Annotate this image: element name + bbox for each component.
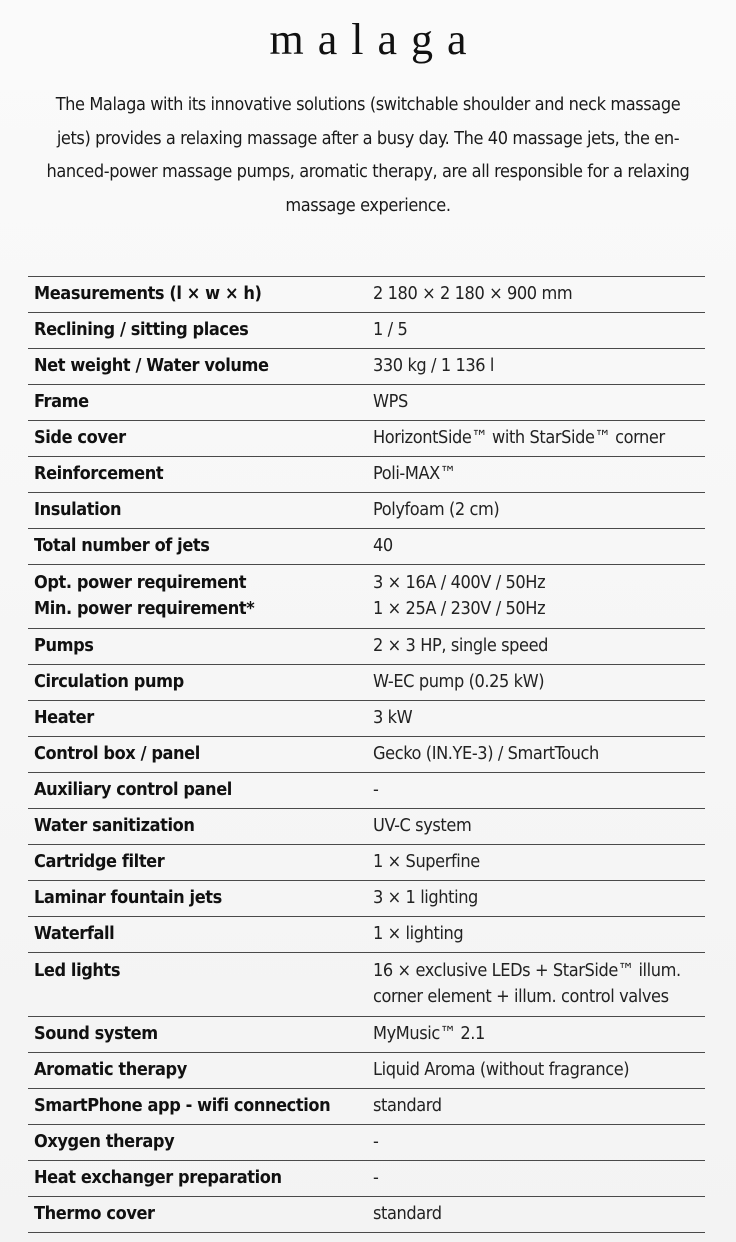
spec-label: Net weight / Water volume	[34, 355, 269, 376]
spec-label: Auxiliary control panel	[34, 779, 232, 800]
spec-label: Side cover	[34, 427, 126, 448]
spec-label: Waterfall	[34, 923, 115, 944]
spec-label: Pumps	[34, 635, 94, 656]
spec-row-reinforcement	[28, 457, 705, 493]
spec-label: Laminar fountain jets	[34, 887, 222, 908]
spec-row-pumps	[28, 629, 705, 665]
spec-value: MyMusic™ 2.1	[373, 1023, 485, 1044]
spec-row-measurements	[28, 277, 705, 313]
spec-value-line: 1 × 25A / 230V / 50Hz	[373, 598, 546, 619]
spec-row-side-cover	[28, 421, 705, 457]
spec-value: 1 × Superfine	[373, 851, 480, 872]
spec-row-jets	[28, 529, 705, 565]
spec-row-places	[28, 313, 705, 349]
spec-row-aromatic-therapy	[28, 1053, 705, 1089]
spec-row-heater	[28, 701, 705, 737]
spec-label: Heat exchanger preparation	[34, 1167, 282, 1188]
spec-row-circulation-pump	[28, 665, 705, 701]
description-line: massage experience.	[285, 194, 451, 216]
spec-value	[373, 953, 705, 1017]
spec-value: Poli-MAX™	[373, 463, 456, 484]
spec-label: Sound system	[34, 1023, 158, 1044]
spec-label: Circulation pump	[34, 671, 184, 692]
spec-value: WPS	[373, 391, 408, 412]
spec-value: 1 × lighting	[373, 923, 464, 944]
spec-row-control-box	[28, 737, 705, 773]
spec-row-heat-exchanger	[28, 1161, 705, 1197]
spec-value-line: 3 × 16A / 400V / 50Hz	[373, 572, 546, 593]
product-title: malaga	[269, 15, 481, 64]
spec-value: 40	[373, 535, 393, 556]
description-line: hanced-power massage pumps, aromatic therapy, are all responsible for a relaxing	[46, 161, 690, 182]
spec-row-laminar-jets	[28, 881, 705, 917]
spec-label: Control box / panel	[34, 743, 200, 764]
spec-label: Aromatic therapy	[34, 1059, 187, 1080]
spec-label: Insulation	[34, 499, 122, 520]
spec-value: -	[373, 779, 379, 800]
spec-value	[373, 565, 705, 629]
spec-row-aux-panel	[28, 773, 705, 809]
spec-row-insulation	[28, 493, 705, 529]
spec-label: Reclining / sitting places	[34, 319, 249, 340]
spec-label: Oxygen therapy	[34, 1131, 175, 1152]
spec-label: Total number of jets	[34, 535, 210, 556]
spec-label: SmartPhone app - wifi connection	[34, 1095, 331, 1116]
description-line: The Malaga with its innovative solutions (switchable shoulder and neck massage	[55, 94, 681, 115]
spec-value-line: 16 × exclusive LEDs + StarSide™ illum.	[373, 960, 681, 981]
spec-label-line: Opt. power requirement	[34, 572, 247, 593]
spec-value: standard	[373, 1203, 442, 1224]
spec-row-smartphone-app	[28, 1089, 705, 1125]
spec-row-sound-system	[28, 1017, 705, 1053]
spec-row-led-lights	[28, 953, 705, 1017]
spec-label: Cartridge filter	[34, 851, 165, 872]
spec-value: Gecko (IN.YE-3) / SmartTouch	[373, 743, 599, 764]
spec-value: W-EC pump (0.25 kW)	[373, 671, 545, 692]
specification-table	[28, 276, 705, 1233]
spec-value: -	[373, 1131, 379, 1152]
spec-value: 3 kW	[373, 707, 413, 728]
spec-row-oxygen-therapy	[28, 1125, 705, 1161]
spec-row-power	[28, 565, 705, 629]
spec-value: Liquid Aroma (without fragrance)	[373, 1059, 630, 1080]
spec-label: Measurements (l × w × h)	[34, 283, 262, 304]
spec-row-weight	[28, 349, 705, 385]
spec-label: Thermo cover	[34, 1203, 155, 1224]
spec-label	[28, 565, 373, 629]
spec-value: 2 × 3 HP, single speed	[373, 635, 549, 656]
spec-value: 1 / 5	[373, 319, 408, 340]
spec-row-frame	[28, 385, 705, 421]
spec-row-waterfall	[28, 917, 705, 953]
spec-value: 330 kg / 1 136 l	[373, 355, 495, 376]
spec-row-sanitization	[28, 809, 705, 845]
spec-value: standard	[373, 1095, 442, 1116]
spec-label: Frame	[34, 391, 89, 412]
spec-value: Polyfoam (2 cm)	[373, 499, 500, 520]
spec-label-line: Min. power requirement*	[34, 598, 255, 619]
spec-value: 2 180 × 2 180 × 900 mm	[373, 283, 573, 304]
description-line: jets) provides a relaxing massage after a busy day. The 40 massage jets, the en-	[56, 127, 680, 149]
product-description	[20, 88, 716, 222]
spec-value-line: corner element + illum. control valves	[373, 986, 669, 1007]
spec-label: Reinforcement	[34, 463, 164, 484]
spec-value: -	[373, 1167, 379, 1188]
spec-value: HorizontSide™ with StarSide™ corner	[373, 427, 665, 448]
spec-label: Heater	[34, 707, 94, 728]
spec-value: UV-C system	[373, 815, 472, 836]
spec-label: Led lights	[34, 960, 121, 981]
spec-row-thermo-cover	[28, 1197, 705, 1233]
spec-row-cartridge-filter	[28, 845, 705, 881]
spec-value: 3 × 1 lighting	[373, 887, 478, 908]
spec-label: Water sanitization	[34, 815, 195, 836]
